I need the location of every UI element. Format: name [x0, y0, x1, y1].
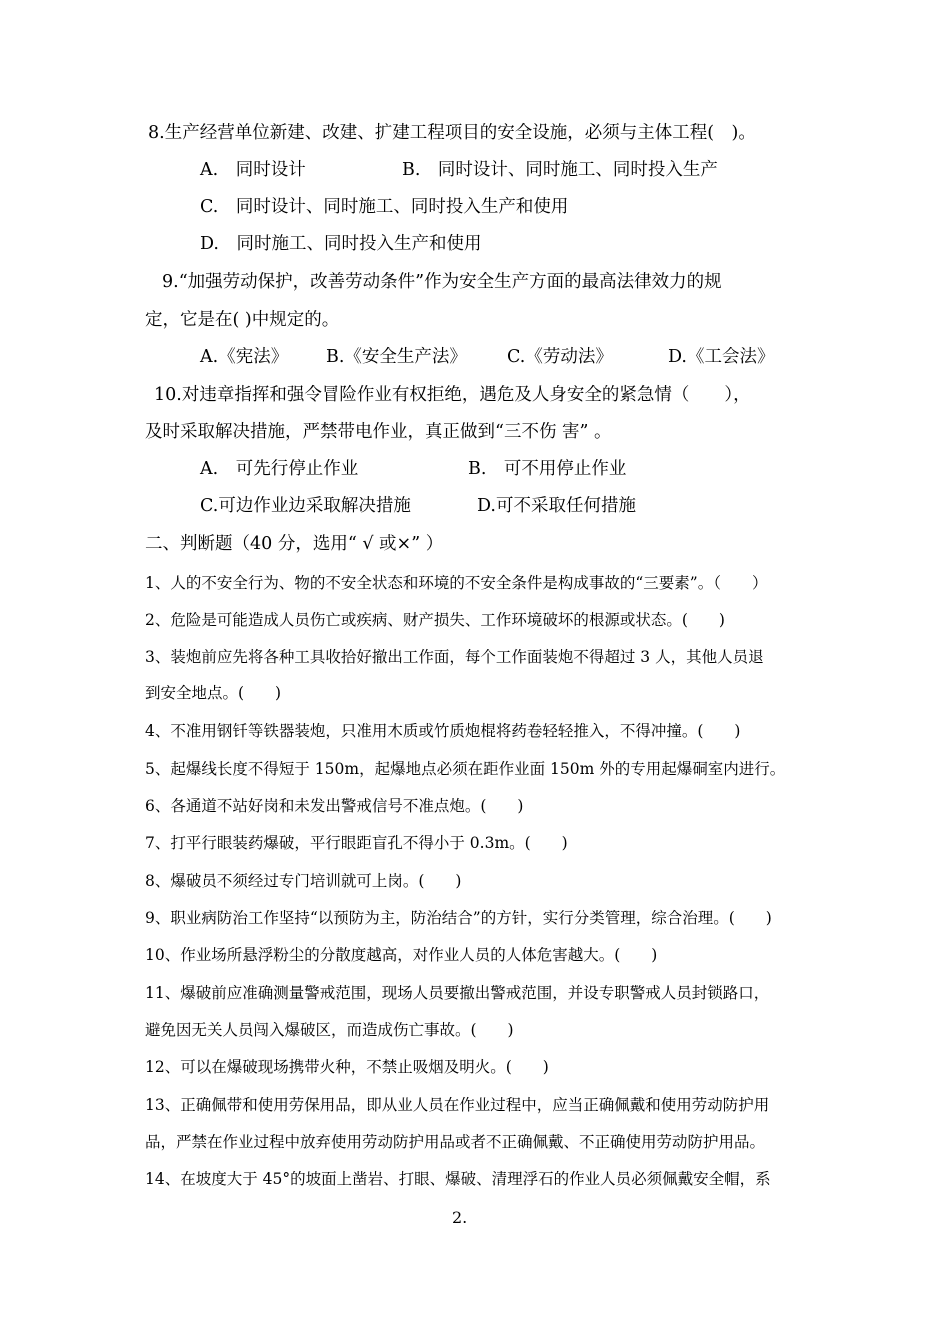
tf-item-7: 7、打平行眼装药爆破，平行眼距盲孔不得小于 0.3m。( ): [145, 834, 568, 852]
tf-item-11-line2: 避免因无关人员闯入爆破区，而造成伤亡事故。( ): [145, 1021, 514, 1039]
tf-item-10: 10、作业场所悬浮粉尘的分散度越高，对作业人员的人体危害越大。( ): [145, 946, 658, 964]
q9-option-a: A.《宪法》: [200, 347, 289, 367]
tf-item-13-line1: 13、正确佩带和使用劳保用品，即从业人员在作业过程中，应当正确佩戴和使用劳动防护用: [145, 1096, 770, 1114]
tf-item-12: 12、可以在爆破现场携带火种，不禁止吸烟及明火。( ): [145, 1058, 549, 1076]
page-number: 2.: [452, 1208, 468, 1227]
tf-item-3-line1: 3、装炮前应先将各种工具收拾好撤出工作面，每个工作面装炮不得超过 3 人，其他人员退: [145, 648, 764, 666]
q10-option-c: C.可边作业边采取解决措施: [200, 496, 411, 516]
tf-item-9: 9、职业病防治工作坚持“以预防为主，防治结合”的方针，实行分类管理，综合治理。( ): [145, 909, 772, 927]
q10-option-a: A. 可先行停止作业: [200, 459, 359, 479]
q8-option-d: D. 同时施工、同时投入生产和使用: [200, 234, 482, 254]
tf-item-5: 5、起爆线长度不得短于 150m，起爆地点必须在距作业面 150m 外的专用起爆硐室内进行。: [145, 760, 786, 778]
q10-option-d: D.可不采取任何措施: [477, 496, 636, 516]
q8-option-b: B. 同时设计、同时施工、同时投入生产: [402, 160, 718, 180]
q9-stem-line2: 定，它是在( )中规定的。: [145, 310, 340, 330]
q9-option-c: C.《劳动法》: [507, 347, 613, 367]
q8-stem: 8.生产经营单位新建、改建、扩建工程项目的安全设施，必须与主体工程( )。: [148, 123, 756, 143]
q10-stem-line1: 10.对违章指挥和强令冒险作业有权拒绝，遇危及人身安全的紧急情（ ），: [154, 385, 751, 405]
tf-item-14: 14、在坡度大于 45°的坡面上凿岩、打眼、爆破、清理浮石的作业人员必须佩戴安全帽，系: [145, 1170, 771, 1188]
q8-option-a: A. 同时设计: [200, 160, 306, 180]
tf-item-4: 4、不准用钢钎等铁器装炮，只准用木质或竹质炮棍将药卷轻轻推入，不得冲撞。( ): [145, 722, 741, 740]
tf-item-13-line2: 品，严禁在作业过程中放弃使用劳动防护用品或者不正确佩戴、不正确使用劳动防护用品。: [145, 1133, 766, 1151]
tf-item-3-line2: 到安全地点。( ): [145, 684, 282, 702]
q9-option-d: D.《工会法》: [668, 347, 775, 367]
q10-option-b: B. 可不用停止作业: [468, 459, 627, 479]
tf-section-heading: 二、判断题（40 分，选用“ √ 或×” ）: [145, 534, 444, 554]
tf-item-2: 2、危险是可能造成人员伤亡或疾病、财产损失、工作环境破坏的根源或状态。( ): [145, 611, 725, 629]
tf-item-6: 6、各通道不站好岗和未发出警戒信号不准点炮。( ): [145, 797, 524, 815]
q8-option-c: C. 同时设计、同时施工、同时投入生产和使用: [200, 197, 569, 217]
q10-stem-line2: 及时采取解决措施，严禁带电作业，真正做到“三不伤 害” 。: [145, 422, 612, 442]
q9-stem-line1: 9.“加强劳动保护，改善劳动条件”作为安全生产方面的最高法律效力的规: [162, 272, 722, 292]
tf-item-8: 8、爆破员不须经过专门培训就可上岗。( ): [145, 872, 462, 890]
tf-item-11-line1: 11、爆破前应准确测量警戒范围，现场人员要撤出警戒范围，并设专职警戒人员封锁路口，: [145, 984, 770, 1002]
tf-item-1: 1、人的不安全行为、物的不安全状态和环境的不安全条件是构成事故的“三要素”。（ ）: [145, 574, 768, 592]
q9-option-b: B.《安全生产法》: [326, 347, 467, 367]
